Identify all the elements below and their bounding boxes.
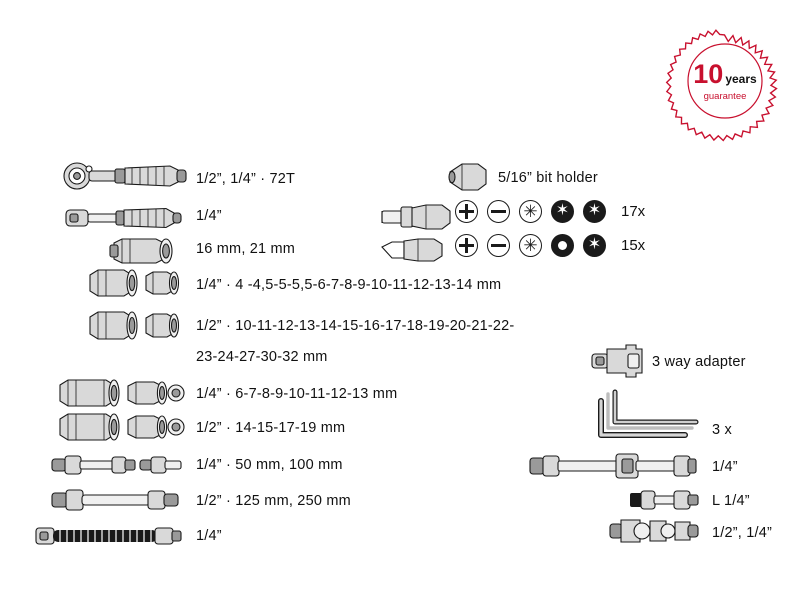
bit-row-bottom-count: 15x — [621, 237, 646, 254]
label-hex-keys: 3 x — [712, 422, 732, 438]
label-sliding-t-bar: 1/4” — [712, 459, 738, 475]
quarter-inch-sockets-illustration — [88, 268, 183, 298]
torx-dark-bit-icon — [583, 200, 606, 223]
label-deep-sockets-half: 1/2” · 14-15-17-19 mm — [196, 420, 346, 436]
spark-plug-sockets-illustration — [110, 237, 182, 265]
seal-guarantee-label: guarantee — [703, 90, 747, 102]
label-universal-joint: 1/2”, 1/4” — [712, 525, 773, 541]
bit-row-top — [455, 200, 645, 223]
cross-bit-icon — [455, 234, 478, 257]
label-flexible-extension: 1/4” — [196, 528, 222, 544]
label-adapter-l: L 1/4” — [712, 493, 750, 509]
slot-bit-icon — [487, 200, 510, 223]
torx-bit-icon — [551, 200, 574, 223]
label-bit-holder: 5/16” bit holder — [498, 170, 598, 186]
sliding-t-bar-illustration — [530, 452, 696, 480]
label-ratchet: 1/2”, 1/4” · 72T — [196, 171, 296, 187]
extensions-quarter-illustration — [52, 452, 182, 478]
star-bit-icon — [519, 200, 542, 223]
star-bit-icon — [519, 234, 542, 257]
torx-dark-bit-icon — [583, 234, 606, 257]
hex-dark-bit-icon — [551, 234, 574, 257]
label-three-way-adapter: 3 way adapter — [652, 354, 746, 370]
cross-bit-icon — [455, 200, 478, 223]
label-extensions-half: 1/2” · 125 mm, 250 mm — [196, 493, 351, 509]
label-sockets-quarter: 1/4” · 4 -4,5-5-5,5-6-7-8-9-10-11-12-13-14 mm — [196, 277, 502, 293]
bit-illustration — [382, 237, 454, 263]
seal-number: 10 — [693, 58, 724, 89]
hex-keys-illustration — [592, 392, 700, 442]
bit-holder-shaft-illustration — [382, 203, 454, 231]
label-sockets-half-line2: 23-24-27-30-32 mm — [196, 349, 328, 365]
bit-row-bottom — [455, 234, 645, 257]
bit-holder-illustration — [448, 162, 490, 192]
deep-sockets-half-illustration — [58, 412, 183, 442]
deep-sockets-quarter-illustration — [58, 378, 183, 408]
screwdriver-handle-illustration — [66, 205, 184, 231]
seal-burst-icon — [672, 28, 778, 134]
ratchet-illustration — [60, 160, 190, 192]
bit-row-top-count: 17x — [621, 203, 646, 220]
label-deep-sockets-quarter: 1/4” · 6-7-8-9-10-11-12-13 mm — [196, 386, 398, 402]
slot-bit-icon — [487, 234, 510, 257]
flexible-extension-illustration — [36, 523, 182, 549]
label-spark-plug-sockets: 16 mm, 21 mm — [196, 241, 296, 257]
seal-years-label: years — [725, 71, 757, 86]
universal-joint-illustration — [610, 516, 700, 546]
three-way-adapter-illustration — [592, 345, 644, 377]
adapter-l-illustration — [630, 488, 700, 512]
extensions-half-illustration — [52, 487, 182, 513]
label-screwdriver-handle: 1/4” — [196, 208, 222, 224]
half-inch-sockets-illustration — [88, 309, 183, 341]
guarantee-seal — [672, 28, 778, 134]
label-sockets-half: 1/2” · 10-11-12-13-14-15-16-17-18-19-20-21-22- — [196, 318, 515, 334]
label-extensions-quarter: 1/4” · 50 mm, 100 mm — [196, 457, 343, 473]
